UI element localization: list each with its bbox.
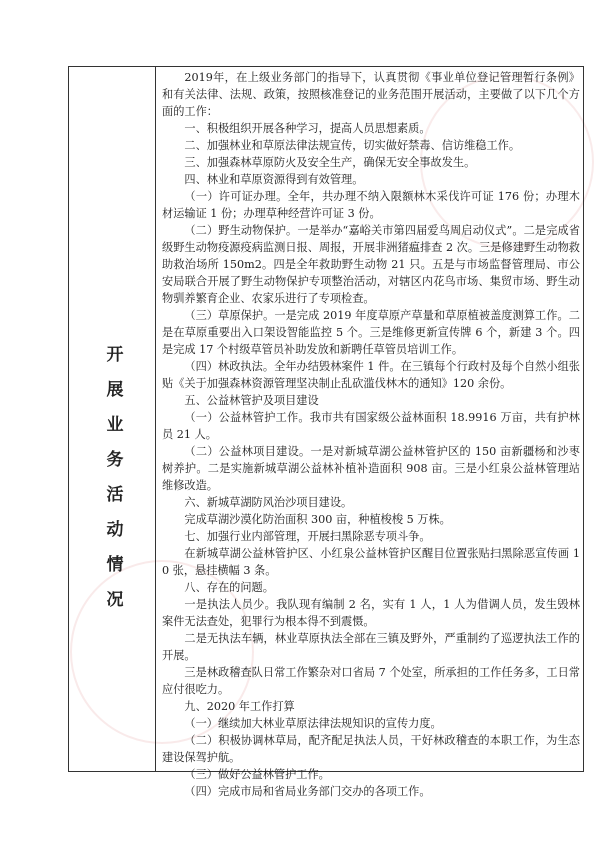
paragraph: （二）积极协调林草局，配齐配足执法人员，干好林政稽查的本职工作，为生态建设保驾护航。	[162, 734, 580, 764]
paragraph: 二是无执法车辆，林业草原执法全部在三镇及野外，严重制约了巡逻执法工作的开展。	[162, 632, 580, 662]
paragraph: 一、积极组织开展各种学习，提高人员思想素质。	[184, 122, 431, 135]
activity-content	[162, 69, 580, 800]
label-char: 情	[106, 555, 124, 575]
label-char: 况	[106, 590, 124, 610]
paragraph: 一是执法人员少。我队现有编制 2 名，实有 1 人，1 人为借调人员，发生毁林案件无法查处，犯罪行为根本得不到震慑。	[162, 598, 580, 628]
paragraph: 五、公益林管护及项目建设	[184, 394, 319, 407]
label-char: 活	[106, 485, 124, 505]
paragraph: 七、加强行业内部管理，开展扫黑除恶专项斗争。	[184, 530, 431, 543]
label-char: 务	[106, 450, 124, 470]
paragraph: （三）做好公益林管护工作。	[184, 768, 330, 781]
label-char: 开	[106, 345, 124, 365]
paragraph: （一）公益林管护工作。我市共有国家级公益林面积 18.9916 万亩，共有护林员 21 人。	[162, 411, 580, 441]
paragraph: 二、加强林业和草原法律法规宣传，切实做好禁毒、信访维稳工作。	[184, 139, 521, 152]
paragraph: 2019年，在上级业务部门的指导下，认真贯彻《事业单位登记管理暂行条例》和有关法律、法规、政策，按照核准登记的业务范围开展活动，主要做了以下几个方面的工作：	[162, 71, 580, 118]
paragraph: （一）许可证办理。全年，共办理不纳入限额林木采伐许可证 176 份；办理木材运输证 1 份；办理草种经营许可证 3 份。	[162, 190, 580, 220]
label-char: 展	[106, 380, 124, 400]
label-char: 动	[106, 520, 124, 540]
label-char: 业	[106, 415, 124, 435]
paragraph: （一）继续加大林业草原法律法规知识的宣传力度。	[184, 717, 442, 730]
paragraph: （三）草原保护。一是完成 2019 年度草原产草量和草原植被盖度测算工作。二是在草原重要出入口架设智能监控 5 个。三是维修更新宣传牌 6 个，新建 3 个。四是完成 17 个村级草管员补助发放和新聘任草管员培训工作。	[162, 309, 580, 356]
paragraph: 六、新城草湖防风治沙项目建设。	[184, 496, 353, 509]
section-label	[100, 338, 130, 618]
paragraph: （二）野生动物保护。一是举办“嘉峪关市第四届爱鸟周启动仪式”。二是完成省级野生动物疫源疫病监测日报、周报，开展非洲猪瘟排查 2 次。三是修建野生动物救助救治场所 150m2。四是全年救助野生动物 21 只。五是与市场监督管理局、市公安局联合开展了野生动物保护专项整治活动，对辖区内花鸟市场、集贸市场、野生动物驯养繁育企业、农家乐进行了专项检查。	[162, 224, 580, 305]
paragraph: 八、存在的问题。	[184, 581, 274, 594]
paragraph: 在新城草湖公益林管护区、小红泉公益林管护区醒目位置张贴扫黑除恶宣传画 10 张，悬挂横幅 3 条。	[162, 547, 580, 577]
paragraph: 完成草湖沙漠化防治面积 300 亩，种植梭梭 5 万株。	[184, 513, 451, 526]
paragraph: 三是林政稽查队日常工作繁杂对口省局 7 个处室，所承担的工作任务多，工日常应付很吃力。	[162, 666, 580, 696]
paragraph: （二）公益林项目建设。一是对新城草湖公益林管护区的 150 亩新疆杨和沙枣树养护。二是实施新城草湖公益林补植补造面积 908 亩。三是小红泉公益林管理站维修改造。	[162, 445, 580, 492]
paragraph: 四、林业和草原资源得到有效管理。	[184, 173, 364, 186]
paragraph: 三、加强森林草原防火及安全生产，确保无安全事故发生。	[184, 156, 476, 169]
paragraph: （四）完成市局和省局业务部门交办的各项工作。	[184, 785, 431, 798]
paragraph: （四）林政执法。全年办结毁林案件 1 件。在三镇每个行政村及每个自然小组张贴《关于加强森林资源管理坚决制止乱砍滥伐林木的通知》120 余份。	[162, 360, 580, 390]
column-divider	[155, 66, 156, 772]
paragraph: 九、2020 年工作打算	[184, 700, 295, 713]
